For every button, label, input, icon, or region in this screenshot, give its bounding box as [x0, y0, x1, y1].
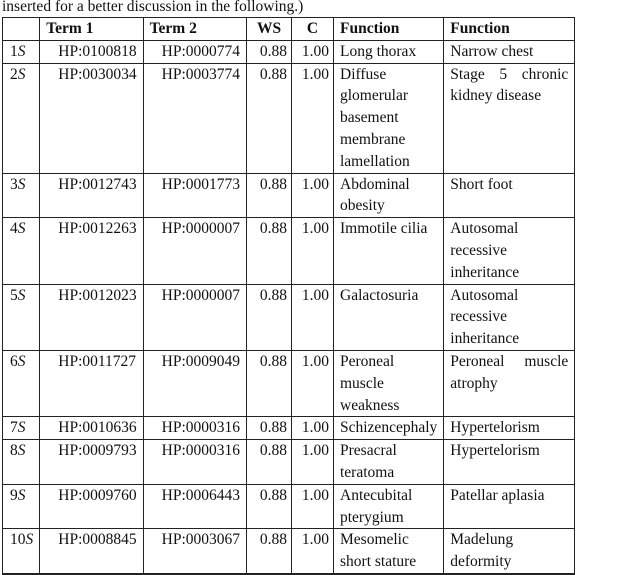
ws-cell: 0.88 — [247, 63, 292, 173]
term-1-cell: HP:0012743 — [40, 173, 143, 218]
function-2-cell: Short foot — [444, 173, 575, 218]
table-row — [3, 40, 575, 63]
table-row — [3, 218, 575, 284]
function-1-cell: Mesomelic short stature — [334, 529, 444, 574]
term-2-cell: HP:0003067 — [143, 529, 246, 574]
table-row — [3, 529, 575, 574]
term-2-cell: HP:0009049 — [143, 350, 246, 416]
c-cell: 1.00 — [292, 173, 334, 218]
function-1-cell: Presacral teratoma — [334, 440, 444, 485]
function-1-cell: Long thorax — [334, 40, 444, 63]
term-1-cell: HP:0012263 — [40, 218, 143, 284]
c-cell: 1.00 — [292, 218, 334, 284]
function-2-cell: Peroneal muscle atrophy — [444, 350, 575, 416]
row-id: 6S — [3, 350, 40, 416]
function-2-cell: Narrow chest — [444, 40, 575, 63]
function-2-cell: Hypertelorism — [444, 440, 575, 485]
function-2-cell: Madelung deformity — [444, 529, 575, 574]
header-function-2: Function — [444, 18, 575, 41]
ws-cell: 0.88 — [247, 40, 292, 63]
term-2-cell: HP:0003774 — [143, 63, 246, 173]
row-id: 5S — [3, 284, 40, 350]
function-1-cell: Abdominal obesity — [334, 173, 444, 218]
c-cell: 1.00 — [292, 350, 334, 416]
c-cell: 1.00 — [292, 63, 334, 173]
ws-cell: 0.88 — [247, 173, 292, 218]
term-2-cell: HP:0000316 — [143, 440, 246, 485]
header-function-1: Function — [334, 18, 444, 41]
function-2-cell: Hypertelorism — [444, 417, 575, 440]
function-1-cell: Schizencephaly — [334, 417, 444, 440]
ws-cell: 0.88 — [247, 218, 292, 284]
table-row — [3, 284, 575, 350]
term-2-cell: HP:0000007 — [143, 218, 246, 284]
row-id: 8S — [3, 440, 40, 485]
header-ws: WS — [247, 18, 292, 41]
ws-cell: 0.88 — [247, 440, 292, 485]
row-id: 2S — [3, 63, 40, 173]
header-term-1: Term 1 — [40, 18, 143, 41]
function-2-cell: Autosomal recessive inheritance — [444, 218, 575, 284]
function-1-cell: Diffuse glomerular basement membrane lamellation — [334, 63, 444, 173]
c-cell: 1.00 — [292, 284, 334, 350]
ws-cell: 0.88 — [247, 484, 292, 529]
function-1-cell: Peroneal muscle weakness — [334, 350, 444, 416]
table-row — [3, 484, 575, 529]
term-1-cell: HP:0100818 — [40, 40, 143, 63]
c-cell: 1.00 — [292, 417, 334, 440]
term-1-cell: HP:0010636 — [40, 417, 143, 440]
table-header-row — [3, 18, 575, 41]
function-2-cell: Stage 5 chronic kidney disease — [444, 63, 575, 173]
c-cell: 1.00 — [292, 484, 334, 529]
c-cell: 1.00 — [292, 40, 334, 63]
ws-cell: 0.88 — [247, 350, 292, 416]
function-1-cell: Antecubital pterygium — [334, 484, 444, 529]
term-1-cell: HP:0030034 — [40, 63, 143, 173]
row-id: 4S — [3, 218, 40, 284]
header-term-2: Term 2 — [143, 18, 246, 41]
table-caption-fragment: inserted for a better discussion in the following.) — [2, 0, 304, 15]
function-2-cell: Autosomal recessive inheritance — [444, 284, 575, 350]
ws-cell: 0.88 — [247, 417, 292, 440]
row-id: 10S — [3, 529, 40, 574]
term-1-cell: HP:0009793 — [40, 440, 143, 485]
term-1-cell: HP:0011727 — [40, 350, 143, 416]
term-2-cell: HP:0006443 — [143, 484, 246, 529]
similarity-table — [2, 17, 575, 575]
c-cell: 1.00 — [292, 529, 334, 574]
row-id: 3S — [3, 173, 40, 218]
table-row — [3, 350, 575, 416]
header-c: C — [292, 18, 334, 41]
term-1-cell: HP:0009760 — [40, 484, 143, 529]
row-id: 1S — [3, 40, 40, 63]
function-1-cell: Galactosuria — [334, 284, 444, 350]
table-row — [3, 63, 575, 173]
ws-cell: 0.88 — [247, 529, 292, 574]
term-2-cell: HP:0001773 — [143, 173, 246, 218]
function-2-cell: Patellar aplasia — [444, 484, 575, 529]
table-row — [3, 173, 575, 218]
term-2-cell: HP:0000774 — [143, 40, 246, 63]
term-2-cell: HP:0000316 — [143, 417, 246, 440]
c-cell: 1.00 — [292, 440, 334, 485]
ws-cell: 0.88 — [247, 284, 292, 350]
row-id: 7S — [3, 417, 40, 440]
table-row — [3, 440, 575, 485]
function-1-cell: Immotile cilia — [334, 218, 444, 284]
header-id — [3, 18, 40, 41]
table-row — [3, 417, 575, 440]
term-1-cell: HP:0008845 — [40, 529, 143, 574]
row-id: 9S — [3, 484, 40, 529]
term-1-cell: HP:0012023 — [40, 284, 143, 350]
term-2-cell: HP:0000007 — [143, 284, 246, 350]
